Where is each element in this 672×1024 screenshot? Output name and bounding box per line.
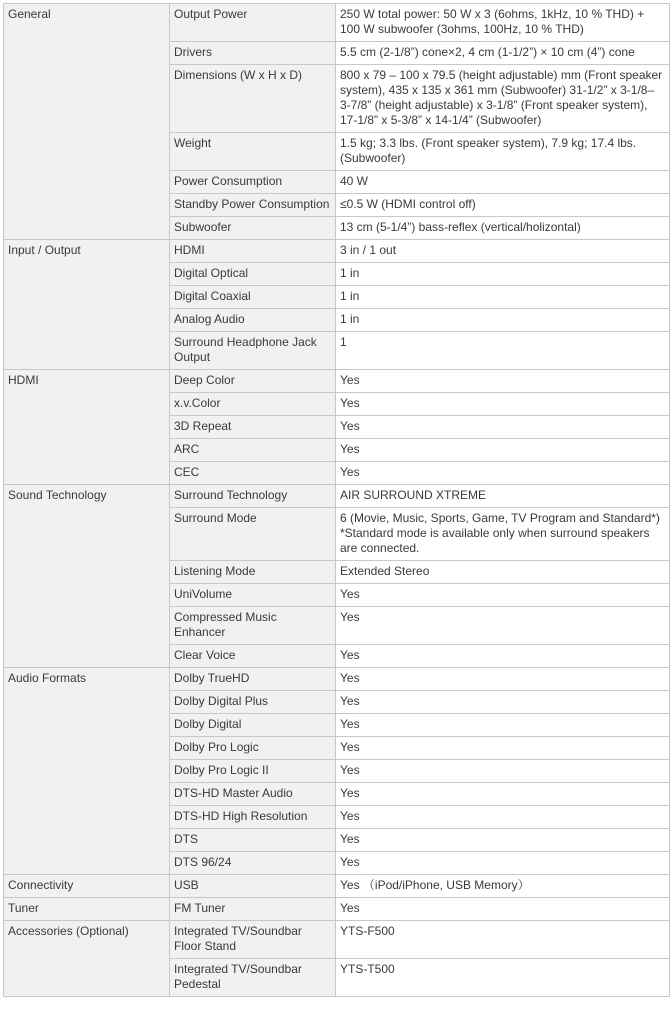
- category-label: Connectivity: [4, 875, 170, 898]
- spec-name: FM Tuner: [170, 898, 336, 921]
- spec-value: Yes: [336, 714, 670, 737]
- spec-value: 1: [336, 332, 670, 370]
- spec-name: Compressed Music Enhancer: [170, 607, 336, 645]
- spec-value: Yes （iPod/iPhone, USB Memory）: [336, 875, 670, 898]
- category-label: General: [4, 4, 170, 240]
- spec-name: DTS-HD Master Audio: [170, 783, 336, 806]
- spec-name: DTS: [170, 829, 336, 852]
- spec-value: Yes: [336, 852, 670, 875]
- spec-name: Integrated TV/Soundbar Pedestal: [170, 959, 336, 997]
- spec-value: 5.5 cm (2-1/8”) cone×2, 4 cm (1-1/2”) × 10 cm (4”) cone: [336, 42, 670, 65]
- spec-name: Power Consumption: [170, 171, 336, 194]
- spec-value: Yes: [336, 829, 670, 852]
- spec-value: Yes: [336, 898, 670, 921]
- spec-name: Listening Mode: [170, 561, 336, 584]
- spec-value: 3 in / 1 out: [336, 240, 670, 263]
- spec-value: 40 W: [336, 171, 670, 194]
- spec-name: Digital Optical: [170, 263, 336, 286]
- spec-name: x.v.Color: [170, 393, 336, 416]
- spec-value: Yes: [336, 783, 670, 806]
- spec-name: Weight: [170, 133, 336, 171]
- spec-name: Clear Voice: [170, 645, 336, 668]
- spec-value: Yes: [336, 416, 670, 439]
- spec-value: Yes: [336, 806, 670, 829]
- spec-name: Integrated TV/Soundbar Floor Stand: [170, 921, 336, 959]
- spec-name: 3D Repeat: [170, 416, 336, 439]
- spec-value: Yes: [336, 737, 670, 760]
- spec-value: Yes: [336, 607, 670, 645]
- spec-table-body: [4, 4, 670, 997]
- spec-name: Surround Headphone Jack Output: [170, 332, 336, 370]
- category-label: Accessories (Optional): [4, 921, 170, 997]
- spec-name: ARC: [170, 439, 336, 462]
- category-label: Audio Formats: [4, 668, 170, 875]
- spec-value: 1.5 kg; 3.3 lbs. (Front speaker system), 7.9 kg; 17.4 lbs. (Subwoofer): [336, 133, 670, 171]
- spec-value: Yes: [336, 668, 670, 691]
- spec-row: [4, 668, 670, 691]
- spec-name: CEC: [170, 462, 336, 485]
- spec-value: ≤0.5 W (HDMI control off): [336, 194, 670, 217]
- spec-name: DTS 96/24: [170, 852, 336, 875]
- category-label: Sound Technology: [4, 485, 170, 668]
- spec-name: DTS-HD High Resolution: [170, 806, 336, 829]
- spec-value: 1 in: [336, 309, 670, 332]
- spec-name: Dolby Pro Logic II: [170, 760, 336, 783]
- spec-name: Dolby Digital Plus: [170, 691, 336, 714]
- spec-name: Subwoofer: [170, 217, 336, 240]
- spec-row: [4, 898, 670, 921]
- spec-value: Yes: [336, 439, 670, 462]
- spec-name: Deep Color: [170, 370, 336, 393]
- spec-row: [4, 921, 670, 959]
- spec-row: [4, 485, 670, 508]
- spec-value: Yes: [336, 393, 670, 416]
- spec-value: YTS-T500: [336, 959, 670, 997]
- spec-name: Digital Coaxial: [170, 286, 336, 309]
- spec-row: [4, 370, 670, 393]
- spec-name: Output Power: [170, 4, 336, 42]
- spec-row: [4, 4, 670, 42]
- spec-value: Yes: [336, 645, 670, 668]
- spec-value: Yes: [336, 691, 670, 714]
- spec-value: 250 W total power: 50 W x 3 (6ohms, 1kHz, 10 % THD) + 100 W subwoofer (3ohms, 100Hz, 10 % THD): [336, 4, 670, 42]
- spec-name: Drivers: [170, 42, 336, 65]
- spec-name: HDMI: [170, 240, 336, 263]
- spec-row: [4, 875, 670, 898]
- spec-name: Dolby Digital: [170, 714, 336, 737]
- spec-name: Dolby TrueHD: [170, 668, 336, 691]
- spec-name: USB: [170, 875, 336, 898]
- spec-value: 6 (Movie, Music, Sports, Game, TV Program and Standard*) *Standard mode is available only when surround speakers are connected.: [336, 508, 670, 561]
- spec-value: 1 in: [336, 286, 670, 309]
- spec-name: Analog Audio: [170, 309, 336, 332]
- spec-value: AIR SURROUND XTREME: [336, 485, 670, 508]
- spec-name: Standby Power Consumption: [170, 194, 336, 217]
- spec-value: YTS-F500: [336, 921, 670, 959]
- spec-name: Surround Technology: [170, 485, 336, 508]
- spec-row: [4, 240, 670, 263]
- spec-value: Yes: [336, 370, 670, 393]
- category-label: Tuner: [4, 898, 170, 921]
- category-label: HDMI: [4, 370, 170, 485]
- spec-value: Yes: [336, 760, 670, 783]
- spec-name: UniVolume: [170, 584, 336, 607]
- spec-value: Extended Stereo: [336, 561, 670, 584]
- spec-value: Yes: [336, 462, 670, 485]
- spec-name: Dolby Pro Logic: [170, 737, 336, 760]
- spec-value: 13 cm (5-1/4”) bass-reflex (vertical/holizontal): [336, 217, 670, 240]
- spec-value: 800 x 79 – 100 x 79.5 (height adjustable) mm (Front speaker system), 435 x 135 x 361 mm (Subwoofer) 31-1/2” x 3-1/8– 3-7/8” (height adjustable) x 3-1/8” (Front speaker system), 17-1/8” x 5-3/8” x 14-1/4” (Subwoofer): [336, 65, 670, 133]
- category-label: Input / Output: [4, 240, 170, 370]
- spec-value: 1 in: [336, 263, 670, 286]
- spec-table: [3, 3, 670, 997]
- spec-name: Surround Mode: [170, 508, 336, 561]
- spec-name: Dimensions (W x H x D): [170, 65, 336, 133]
- spec-value: Yes: [336, 584, 670, 607]
